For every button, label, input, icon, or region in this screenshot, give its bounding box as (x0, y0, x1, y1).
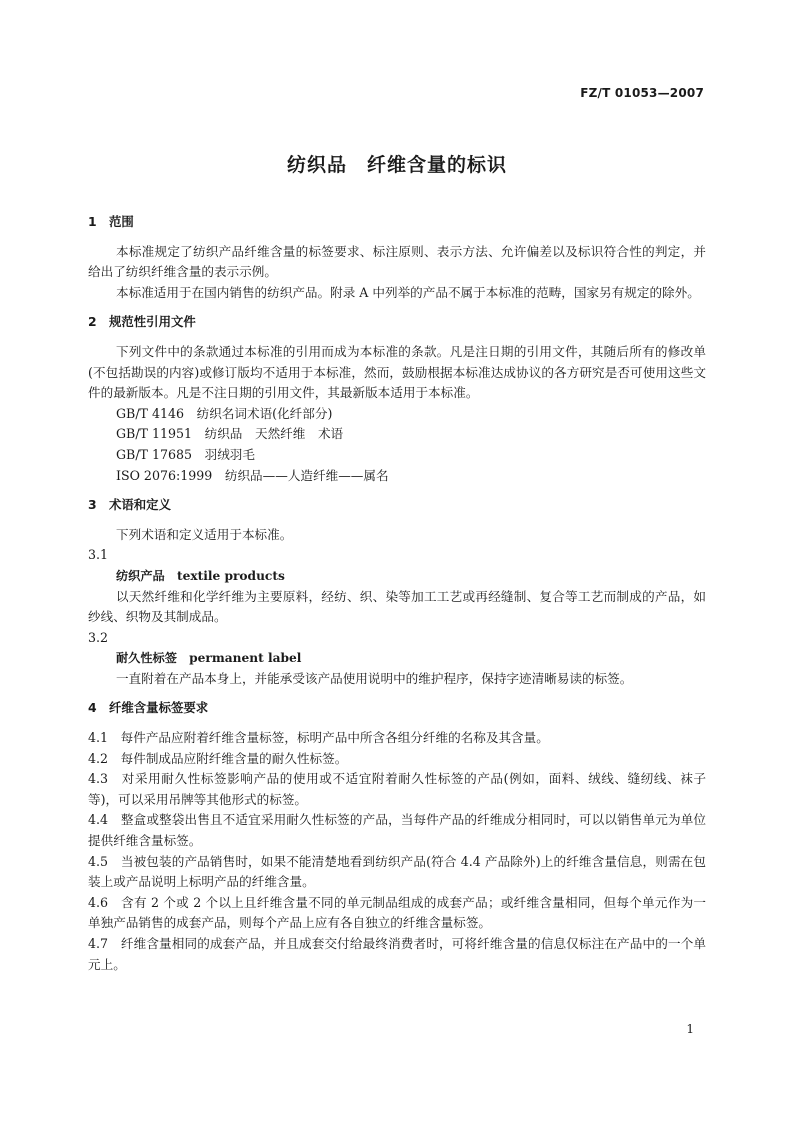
clause-text: 每件制成品应附纤维含量的耐久性标签。 (120, 750, 348, 766)
section-2-paragraph: 下列文件中的条款通过本标准的引用而成为本标准的条款。凡是注日期的引用文件，其随后所有的修改单(不包括勘误的内容)或修订版均不适用于本标准，然而，鼓励根据本标准达成协议的各方研究是否可使用这些文件的最新版本。凡是不注日期的引用文件，其最新版本适用于本标准。 (88, 343, 706, 401)
term-number: 3.2 (88, 629, 109, 645)
clause-number: 4.1 (88, 730, 109, 746)
section-2-heading: 2 规范性引用文件 (88, 314, 196, 330)
clause-number: 4.3 (88, 771, 109, 787)
clause-item (88, 728, 706, 749)
term-name (88, 566, 706, 587)
clause-text: 整盒或整袋出售且不适宜采用耐久性标签的产品，当每件产品的纤维成分相同时，可以以销售单元为单位提供纤维含量标签。 (88, 812, 707, 849)
clause-text: 对采用耐久性标签影响产品的使用或不适宜附着耐久性标签的产品(例如，面料、绒线、缝纫线、袜子等)，可以采用吊牌等其他形式的标签。 (88, 771, 707, 807)
clause-item (88, 810, 706, 851)
reference-item: GB/T 4146 纺织名词术语(化纤部分) (116, 405, 333, 421)
section-1-paragraph-2: 本标准适用于在国内销售的纺织产品。附录 A 中列举的产品不属于本标准的范畴，国家另有规定的除外。 (116, 284, 700, 300)
term-definition: 一直附着在产品本身上，并能承受该产品使用说明中的维护程序，保持字迹清晰易读的标签。 (116, 670, 633, 686)
clause-item (88, 769, 706, 810)
clause-item (88, 852, 706, 893)
section-3-intro: 下列术语和定义适用于本标准。 (116, 526, 293, 542)
clause-text: 每件产品应附着纤维含量标签，标明产品中所含各组分纤维的名称及其含量。 (120, 730, 549, 746)
clause-number: 4.5 (88, 853, 109, 869)
clause-text: 当被包装的产品销售时，如果不能清楚地看到纺织产品(符合 4.4 产品除外)上的纤维含量信息，则需在包装上或产品说明上标明产品的纤维含量。 (88, 853, 706, 890)
clause-number: 4.2 (88, 750, 109, 766)
reference-item: ISO 2076:1999 纺织品——人造纤维——属名 (116, 467, 389, 483)
reference-item: GB/T 17685 羽绒羽毛 (116, 446, 255, 462)
term-name-cn: 耐久性标签 (116, 651, 177, 666)
clause-item (88, 749, 706, 770)
clause-item (88, 893, 706, 934)
clause-item (88, 934, 706, 975)
clause-number: 4.7 (88, 936, 109, 951)
standard-code: FZ/T 01053—2007 (580, 86, 704, 100)
section-1-heading: 1 范围 (88, 214, 134, 229)
clause-number: 4.6 (88, 894, 109, 910)
term-definition: 以天然纤维和化学纤维为主要原料，经纺、织、染等加工工艺或再经缝制、复合等工艺而制成的产品，如纱线、织物及其制成品。 (88, 588, 706, 625)
section-4-heading: 4 纤维含量标签要求 (88, 700, 209, 716)
document-title: 纺织品 纤维含量的标识 (286, 154, 507, 176)
section-3-heading: 3 术语和定义 (88, 497, 171, 513)
document-body (88, 212, 706, 975)
clause-text: 含有 2 个或 2 个以上且纤维含量不同的单元制品组成的成套产品；或纤维含量相同，但每个单元作为一单独产品销售的成套产品，则每个产品上应有各自独立的纤维含量标签。 (88, 894, 706, 931)
term-name (88, 648, 706, 669)
term-number: 3.1 (88, 547, 109, 563)
clause-text: 纤维含量相同的成套产品，并且成套交付给最终消费者时，可将纤维含量的信息仅标注在产品中的一个单元上。 (88, 936, 707, 972)
page-number: 1 (686, 1022, 694, 1036)
term-name-cn: 纺织产品 (116, 568, 165, 583)
term-name-en: permanent label (189, 651, 302, 666)
term-name-en: textile products (176, 568, 285, 583)
clause-number: 4.4 (88, 812, 109, 828)
reference-item: GB/T 11951 纺织品 天然纤维 术语 (116, 426, 344, 442)
section-1-paragraph-1: 本标准规定了纺织产品纤维含量的标签要求、标注原则、表示方法、允许偏差以及标识符合性的判定，并给出了纺织纤维含量的表示示例。 (88, 243, 706, 280)
